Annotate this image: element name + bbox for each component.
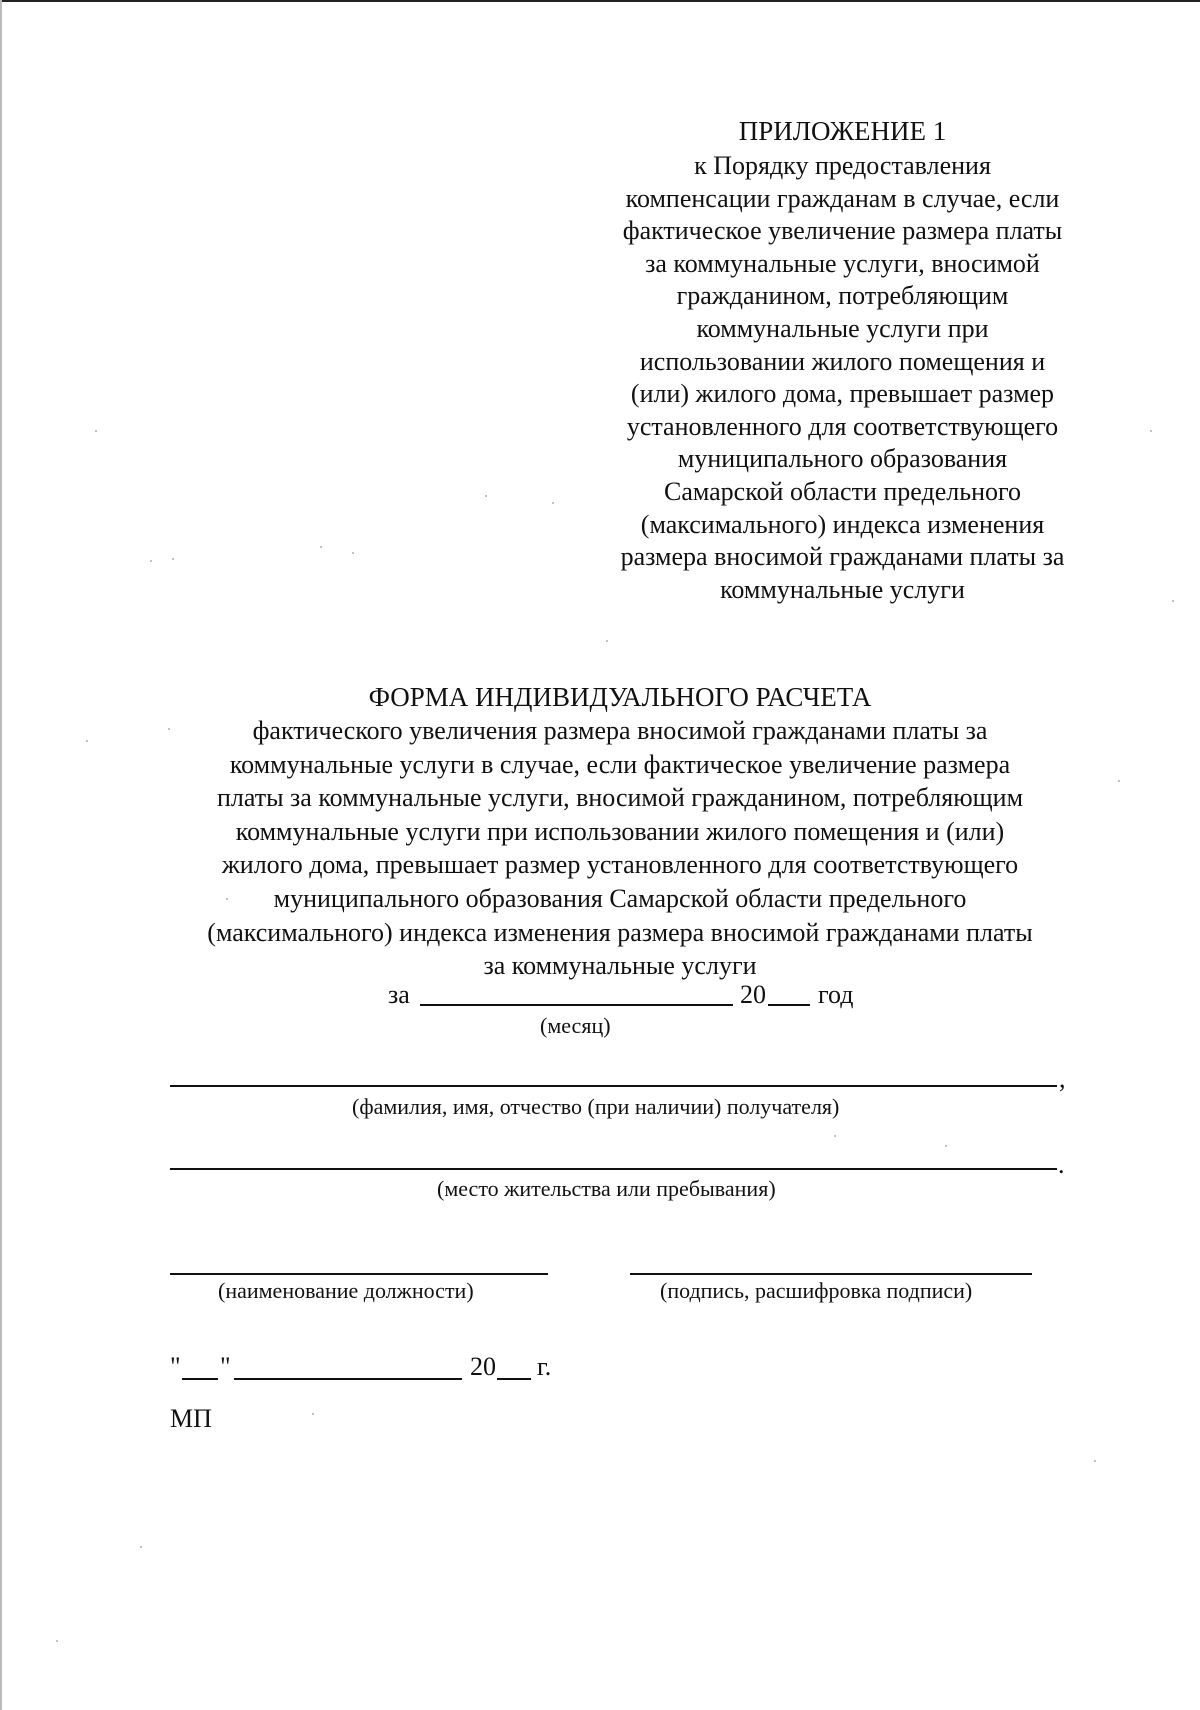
scan-speck: [485, 495, 487, 497]
scan-speck: [552, 502, 554, 504]
date-close-quote: ": [220, 1352, 231, 1381]
period-prefix: за: [388, 980, 410, 1009]
form-description-line: коммунальные услуги при использовании жилого помещения и (или): [235, 816, 1005, 846]
residence-end-mark: .: [1058, 1150, 1065, 1179]
scan-edge-top: [0, 0, 1200, 2]
scan-speck: [150, 560, 152, 562]
recipient-caption: (фамилия, имя, отчество (при наличии) получателя): [352, 1094, 840, 1119]
scan-speck: [140, 1546, 142, 1548]
appendix-line: коммунальные услуги: [720, 574, 965, 604]
scan-speck: [945, 1145, 947, 1147]
appendix-line: к Порядку предоставления: [694, 151, 991, 180]
scan-speck: [172, 558, 174, 560]
appendix-line: компенсации гражданам в случае, если: [625, 183, 1060, 213]
form-description-line: муниципального образования Самарской области предельного: [273, 883, 967, 913]
date-month-field[interactable]: [234, 1378, 462, 1380]
date-year-field[interactable]: [497, 1378, 531, 1380]
scan-speck: [1094, 1460, 1096, 1462]
residence-field[interactable]: [170, 1168, 1057, 1170]
form-description-line: за коммунальные услуги: [483, 951, 757, 981]
scan-speck: [56, 1640, 58, 1642]
month-caption: (месяц): [540, 1013, 611, 1038]
appendix-block: [590, 113, 1095, 606]
appendix-line: использовании жилого помещения и: [639, 346, 1046, 376]
form-description-line: фактического увеличения размера вносимой гражданами платы за: [252, 716, 988, 745]
scan-speck: [95, 430, 97, 432]
month-field[interactable]: [420, 1004, 733, 1006]
appendix-line: муниципального образования: [677, 444, 1008, 474]
scan-speck: [168, 728, 170, 730]
position-field[interactable]: [170, 1273, 548, 1275]
signature-caption: (подпись, расшифровка подписи): [660, 1278, 973, 1303]
date-open-quote: ": [170, 1352, 181, 1381]
position-caption: (наименование должности): [218, 1278, 474, 1303]
period-year-field[interactable]: [768, 1004, 810, 1006]
scan-speck: [312, 1413, 314, 1415]
appendix-line: (или) жилого дома, превышает размер: [630, 379, 1055, 409]
form-description-line: коммунальные услуги в случае, если фактическое увеличение размера: [229, 749, 1011, 779]
scan-speck: [1172, 600, 1174, 602]
form-description-line: (максимального) индекса изменения размера вносимой гражданами платы: [207, 917, 1033, 947]
appendix-line: гражданином, потребляющим: [676, 281, 1009, 311]
form-description: [140, 714, 1100, 983]
date-year-suffix: г.: [537, 1352, 552, 1381]
form-description-line: жилого дома, превышает размер установленного для соответствующего: [221, 850, 1019, 880]
recipient-name-field[interactable]: [170, 1085, 1057, 1087]
scan-speck: [1118, 780, 1120, 782]
form-description-line: платы за коммунальные услуги, вносимой гражданином, потребляющим: [216, 783, 1024, 813]
appendix-line: фактическое увеличение размера платы: [622, 216, 1063, 246]
residence-caption: (место жительства или пребывания): [437, 1176, 776, 1201]
appendix-line: Самарской области предельного: [663, 476, 1022, 506]
appendix-line: установленного для соответствующего: [626, 411, 1059, 441]
signature-field[interactable]: [630, 1273, 1032, 1275]
form-title: ФОРМА ИНДИВИДУАЛЬНОГО РАСЧЕТА: [368, 682, 872, 712]
scan-speck: [606, 640, 608, 642]
appendix-line: за коммунальные услуги, вносимой: [645, 248, 1040, 278]
scan-speck: [834, 1135, 836, 1137]
scan-edge-left: [0, 0, 2, 1710]
period-year-prefix: 20: [740, 980, 766, 1009]
scan-speck: [86, 740, 88, 742]
recipient-end-mark: ,: [1059, 1064, 1066, 1093]
appendix-line: коммунальные услуги при: [696, 313, 989, 343]
stamp-label: МП: [170, 1404, 212, 1433]
scan-speck: [1150, 430, 1152, 432]
scan-speck: [226, 898, 228, 900]
scan-speck: [320, 546, 322, 548]
appendix-line: (максимального) индекса изменения: [640, 509, 1045, 539]
appendix-line: размера вносимой гражданами платы за: [620, 542, 1065, 572]
date-year-prefix: 20: [470, 1352, 496, 1381]
date-day-field[interactable]: [182, 1378, 218, 1380]
appendix-title: ПРИЛОЖЕНИЕ 1: [738, 116, 947, 146]
scan-speck: [352, 552, 354, 554]
period-year-suffix: год: [818, 980, 854, 1009]
